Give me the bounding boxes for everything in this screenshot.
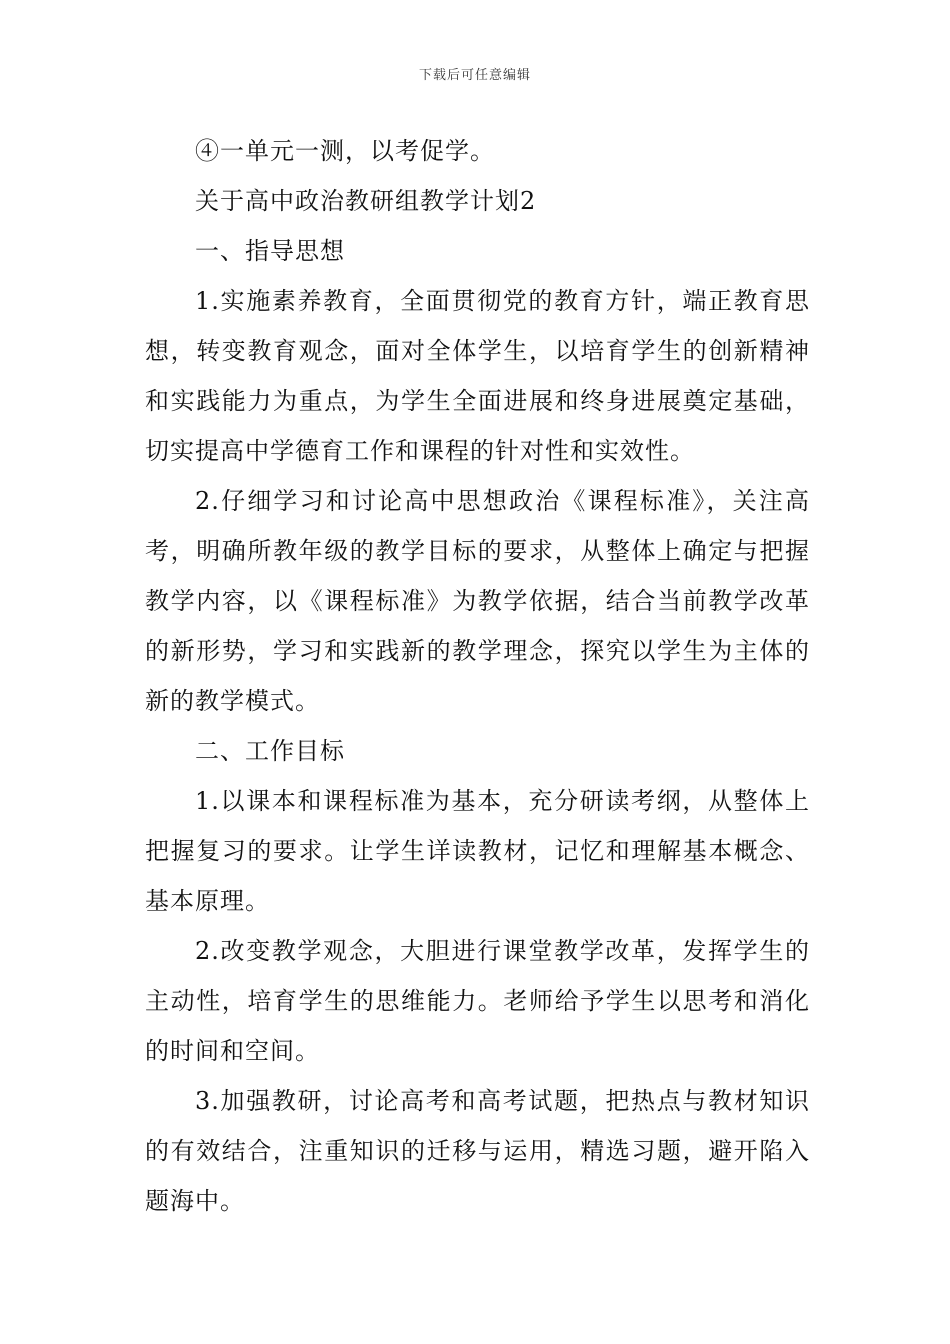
paragraph-goal-2: 2.改变教学观念，大胆进行课堂教学改革，发挥学生的主动性，培育学生的思维能力。老师给予学生以思考和消化的时间和空间。 (145, 937, 810, 1065)
section-title-plan: 关于高中政治教研组教学计划2 (195, 187, 537, 215)
header-note: 下载后可任意编辑 (418, 68, 531, 83)
document-body (145, 126, 810, 1226)
heading-guiding-ideology: 一、指导思想 (195, 237, 345, 265)
paragraph-unit-test: ④一单元一测，以考促学。 (195, 137, 495, 165)
paragraph-ideology-2: 2.仔细学习和讨论高中思想政治《课程标准》，关注高考，明确所教年级的教学目标的要求，从整体上确定与把握教学内容，以《课程标准》为教学依据，结合当前教学改革的新形势，学习和实践新的教学理念，探究以学生为主体的新的教学模式。 (145, 487, 810, 715)
paragraph-ideology-1: 1.实施素养教育，全面贯彻党的教育方针，端正教育思想，转变教育观念，面对全体学生，以培育学生的创新精神和实践能力为重点，为学生全面进展和终身进展奠定基础，切实提高中学德育工作和课程的针对性和实效性。 (145, 287, 810, 465)
paragraph-goal-3: 3.加强教研，讨论高考和高考试题，把热点与教材知识的有效结合，注重知识的迁移与运用，精选习题，避开陷入题海中。 (145, 1087, 810, 1215)
heading-work-goals: 二、工作目标 (195, 737, 345, 765)
paragraph-goal-1: 1.以课本和课程标准为基本，充分研读考纲，从整体上把握复习的要求。让学生详读教材，记忆和理解基本概念、基本原理。 (145, 787, 810, 915)
